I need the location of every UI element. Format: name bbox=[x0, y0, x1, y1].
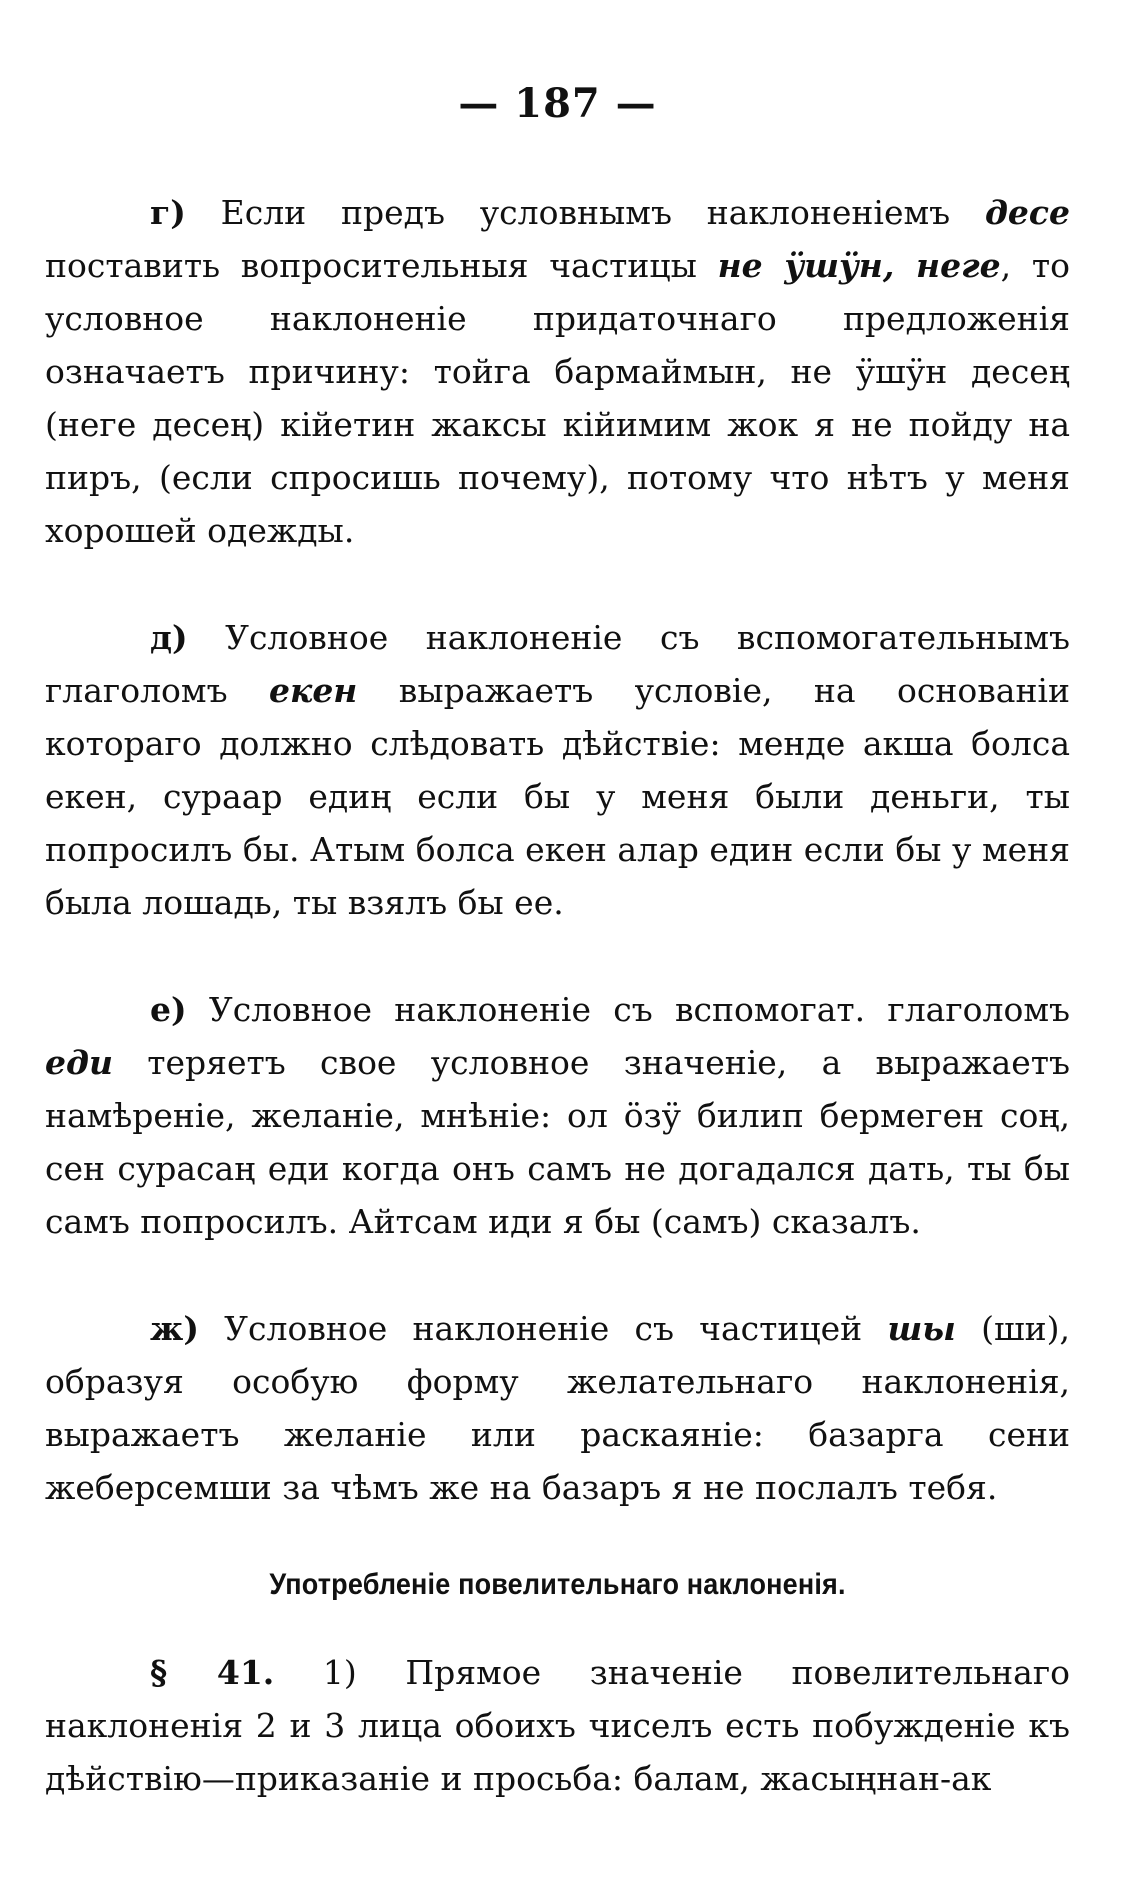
paragraph-zh bbox=[45, 1302, 1070, 1514]
page-number: — 187 — bbox=[458, 80, 657, 127]
italic-term: шы bbox=[887, 1309, 956, 1348]
italic-term: не ӱшӱн, неге bbox=[717, 246, 1001, 285]
italic-term: еди bbox=[45, 1043, 113, 1082]
paragraph-text: Условное наклоненіе съ вспомогат. глаголомъ bbox=[186, 990, 1070, 1029]
paragraph-marker: д) bbox=[150, 618, 188, 657]
paragraph-g bbox=[45, 186, 1070, 557]
paragraph-section-41 bbox=[45, 1646, 1070, 1805]
paragraph-text: , то условное наклоненіе придаточнаго предложенія означаетъ причину: тойга бармаймын, не ӱшӱн десең (неге десең) кійетин жаксы кійимим жок я не пойду на пиръ, (если спросишь почему), потому что нѣтъ у меня хорошей одежды. bbox=[45, 246, 1070, 550]
paragraph-text: теряетъ свое условное значеніе, а выражаетъ намѣреніе, желаніе, мнѣніе: ол ӧзӱ билип бермеген соң, сен сурасаң еди когда онъ самъ не догадался дать, ты бы самъ попросилъ. Айтсам иди я бы (самъ) сказалъ. bbox=[45, 1043, 1070, 1241]
paragraph-text: выражаетъ условіе, на основаніи котораго должно слѣдовать дѣйствіе: менде акша болса екен, сураар едиң если бы у меня были деньги, ты попросилъ бы. Атым болса екен алар един если бы у меня была лошадь, ты взялъ бы ее. bbox=[45, 671, 1070, 922]
italic-term: екен bbox=[268, 671, 358, 710]
paragraph-marker: ж) bbox=[150, 1309, 199, 1348]
paragraph-marker: е) bbox=[150, 990, 187, 1029]
paragraph-marker: г) bbox=[150, 193, 186, 232]
paragraph-text: Условное наклоненіе съ вспомогательнымъ глаголомъ bbox=[45, 618, 1070, 710]
paragraph-text: Условное наклоненіе съ частицей bbox=[198, 1309, 888, 1348]
italic-term: десе bbox=[984, 193, 1070, 232]
section-number: § 41. bbox=[150, 1653, 275, 1692]
paragraph-d bbox=[45, 611, 1070, 929]
section-heading: Употребленіе повелительнаго наклоненія. bbox=[269, 1568, 846, 1601]
paragraph-text: поставить вопросительныя частицы bbox=[45, 246, 718, 285]
paragraph-text: 1) Прямое значеніе повелительнаго наклоненія 2 и 3 лица обоихъ чиселъ есть побужденіе къ дѣйствію—приказаніе и просьба: балам, жасыңнан-ак bbox=[45, 1653, 1070, 1798]
paragraph-text: Если предъ условнымъ наклоненіемъ bbox=[185, 193, 985, 232]
paragraph-text: (ши), образуя особую форму желательнаго наклоненія, выражаетъ желаніе или раскаяніе: базарга сени жеберсемши за чѣмъ же на базаръ я не послалъ тебя. bbox=[45, 1309, 1070, 1507]
paragraph-e bbox=[45, 983, 1070, 1248]
